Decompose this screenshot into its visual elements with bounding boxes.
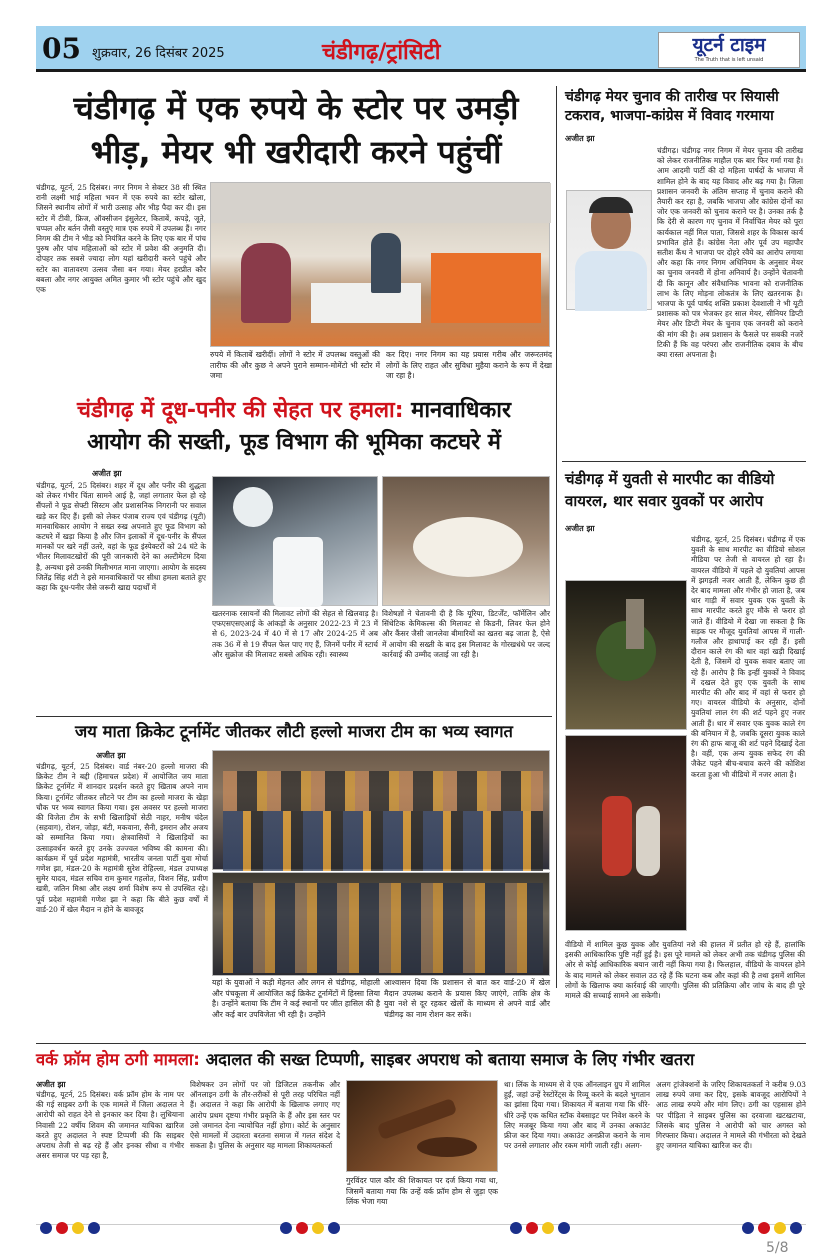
issue-date: शुक्रवार, 26 दिसंबर 2025 (92, 46, 225, 61)
story6-column3: था। लिंक के माध्यम से वे एक ऑनलाइन ग्रुप में शामिल हुईं, जहां उन्हें रेस्टोरेंट्स के रिव्यू करने के बदले भुगतान का झांसा दिया गया। शिकायत में बताया गया कि धीरे-धीरे उन्हें एक कथित स्टॉक वेबसाइट पर निवेश करने के लिए मजबूर किया गया और बाद में उनका अकाउंट फ्रीज कर दिया गया। अकाउंट अनफ्रीज कराने के नाम पर उनसे लगातार और रकम मांगी जाती रही। अलग- (504, 1080, 650, 1151)
section-title: चंडीगढ़/ट्रांसिटी (322, 40, 441, 65)
footer-dots-3 (510, 1219, 574, 1238)
story5-body-text: चंडीगढ़, यूटर्न, 25 दिसंबर। चंडीगढ़ में एक युवती के साथ मारपीट का वीडियो सोशल मीडिया पर तेजी से वायरल हो रहा है। वायरल वीडियो में पहले दो युवतियां आपस में झगड़ती नजर आती हैं, लेकिन कुछ ही देर बाद मामला और गंभीर हो जाता है, जब थार गाड़ी में सवार युवक एक युवती के साथ मारपीट करते हुए मौके से फरार हो जाते हैं। वीडियो में देखा जा सकता है कि सड़क पर मौजूद युवतियां आपस में गाली-गलौज और हाथापाई कर रही हैं। इसी दौरान काले रंग की थार वहां खड़ी दिखाई देती है, जिसमें दो युवक सवार बताए जा रहे हैं। आरोप है कि इन्हीं युवकों ने विवाद में दखल देते हुए एक युवती के साथ मारपीट की और बाद में वहां से फरार हो गए। वायरल वीडियो के अनुसार, दोनों युवतियां लाल रंग की शर्ट पहने हुए नजर आती हैं। थार में सवार एक युवक काले रंग की बनियान में है, जबकि दूसरा युवक काले रंग की हाफ बाजू की शर्ट पहने दिखाई देता है। वहीं, एक अन्य युवक सफेद रंग की जैकेट पहने बीच-बचाव करने की कोशिश करता हुआ भी वीडियो में नजर आता है। (691, 535, 805, 779)
story6-headline (36, 1048, 806, 1072)
story3-byline: अजीत झा (565, 134, 595, 143)
newspaper-logo (658, 32, 800, 68)
footer-rule (36, 1224, 806, 1225)
page-indicator[interactable]: 5/8 (766, 1240, 789, 1256)
story5-byline: अजीत झा (565, 524, 595, 533)
story6-caption: गुरविंदर पाल कौर की शिकायत पर दर्ज किया गया था, जिसमें बताया गया कि उन्हें वर्क फ्रॉम होम से जुड़ा एक लिंक भेजा गया (346, 1176, 498, 1206)
story2-headline (36, 395, 552, 459)
story1-headline: चंडीगढ़ में एक रुपये के स्टोर पर उमड़ी भीड़, मेयर भी खरीदारी करने पहुंचीं (73, 89, 519, 171)
story2-body: चंडीगढ़, यूटर्न, 25 दिसंबर। शहर में दूध और पनीर की शुद्धता को लेकर गंभीर चिंता सामने आई है, जहां लगातार फेल हो रहे सैंपलों ने फूड सेफ्टी सिस्टम और प्रशासनिक निगरानी पर सवाल खड़े कर दिए हैं। इसी को लेकर पंजाब राज्य एवं चंडीगढ़ (यूटी) मानवाधिकार आयोग ने सख्त रुख अपनाते हुए फूड विभाग को कटघरे में खड़ा किया है और जिन इलाकों में दूध-पनीर के सैंपल मानकों पर खरे नहीं उतरे, वहां के फूड इंस्पेक्टरों को 24 घंटे के भीतर मिलावटखोरों की पूरी जानकारी देने का अल्टीमेटम दिया है, अन्यथा इसे उनकी मिलीभगत माना जाएगा। आयोग के सदस्य जितेंद्र सिंह शंटी ने इसे मानवाधिकारों पर सीधा हमला बताते हुए कहा कि दूध-पनीर जैसे जरूरी खाद्य पदार्थों में (36, 481, 206, 593)
story2-headline-black1: मानवाधिकार (411, 398, 511, 423)
story4-byline: अजीत झा (96, 751, 126, 760)
footer-dots-1 (40, 1219, 104, 1238)
logo-text: यूटर्न टाइम (692, 34, 766, 56)
story1-body: चंडीगढ़, यूटर्न, 25 दिसंबर। नगर निगम ने सेक्टर 38 सी स्थित रानी लक्ष्मी भाई महिला भवन में एक रुपये का स्टोर खोला, जिसने स्थानीय लोगों में भारी उत्साह और भीड़ पैदा कर दी। इस स्टोर में टीवी, फ्रिज, ऑक्सीजन इंसुलेटर, किताबें, कपड़े, जूते, चप्पल और बर्तन जैसी वस्तुएं मात्र एक रुपये में उपलब्ध हैं। नगर निगम की टीम ने भीड़ को नियंत्रित करने के लिए एक बार में पांच पुरुष और पांच महिलाओं को स्टोर में प्रवेश की अनुमति दी। दोपहर तक सबसे ज्यादा लोग यहां खरीदारी करने पहुंचे और स्टोर का वातावरण उत्सव जैसा बन गया। मेयर हरप्रीत कौर बबला और नगर आयुक्त अमित कुमार भी स्टोर पहुंचे और खुद एक (36, 183, 206, 295)
page-number: 05 (42, 32, 81, 65)
footer-dots-2 (280, 1219, 344, 1238)
team-photo-2 (212, 872, 550, 976)
story6-column2: विशेषकर उन लोगों पर जो डिजिटल तकनीक और ऑनलाइन ठगी के तौर-तरीकों से पूरी तरह परिचित नहीं हैं। अदालत ने कहा कि आरोपी के खिलाफ लगाए गए आरोप प्रथम दृष्टया गंभीर प्रकृति के हैं और इस स्तर पर उसे जमानत देना न्यायोचित नहीं होगा। कोर्ट के अनुसार ऐसे मामलों में उदारता बरतना समाज में गलत संदेश दे सकता है। पुलिस के अनुसार यह मामला शिकायतकर्ता (190, 1080, 340, 1151)
story3-divider (562, 461, 806, 462)
story4-body: चंडीगढ़, यूटर्न, 25 दिसंबर। वार्ड नंबर-20 हल्लो माजरा की क्रिकेट टीम ने बद्दी (हिमाचल प्रदेश) में आयोजित जय माता क्रिकेट टूर्नामेंट में शानदार प्रदर्शन करते हुए खिताब अपने नाम किया। टूर्नामेंट जीतकर लौटने पर टीम का हल्लो माजरा के खेड़ा चौक पर भव्य स्वागत किया गया। इस अवसर पर हल्लो माजरा की विजेता टीम के सभी खिलाड़ियों सेठी नाहर, मनीष चंदेल (सहवाग), रोशन, जोड़ा, बंटी, मकवाना, सैनी, इमरान और अजय को सम्मानित किया गया। क्षेत्रवासियों ने खिलाड़ियों का उत्साहवर्धन करते हुए उनके उज्ज्वल भविष्य की कामना की। कार्यक्रम में पूर्व प्रदेश महामंत्री, भारतीय जनता पार्टी युवा मोर्चा गणेश झा, मंडल-20 के महामंत्री सुरेश रोहिल्ला, मंडल उपाध्यक्ष सुमेर यादव, मंडल सचिव राम कुमार गहलोत, विशन सिंह, प्रवीण खत्री, जतिन मिश्रा और लक्ष्य शर्मा विशेष रूप से उपस्थित रहे। पूर्व प्रदेश महामंत्री गणेश झा ने कहा कि बीते कुछ वर्षों में वार्ड-20 में खेल मैदान न होने के बावजूद (36, 762, 208, 914)
story6-column4: अलग ट्रांजेक्शनों के जरिए शिकायतकर्ता ने करीब 9.03 लाख रुपये जमा कर दिए, इसके बावजूद आरोपियों ने आठ लाख रुपये और मांग लिए। ठगी का एहसास होने पर पीड़िता ने साइबर पुलिस का दरवाजा खटखटाया, जिसके बाद पुलिस ने आरोपी को चार अगस्त को गिरफ्तार किया। अदालत ने मामले की गंभीरता को देखते हुए जमानत याचिका खारिज कर दी। (656, 1080, 806, 1151)
team-photo-1 (212, 750, 550, 870)
story4-caption-right: आश्वासन दिया कि प्रशासन से बात कर वार्ड-20 में खेल मैदान उपलब्ध कराने के प्रयास किए जाएंगे, ताकि क्षेत्र के युवा नशे से दूर रहकर खेलों के माध्यम से अपने वार्ड और चंडीगढ़ का नाम रोशन कर सकें। (384, 978, 550, 1019)
paneer-photo (382, 476, 550, 606)
story1-caption-left: रुपये में किताबें खरीदीं। लोगों ने स्टोर में उपलब्ध वस्तुओं की तारीफ की और कुछ ने अपने पुराने सम्मान-मोमेंटो भी स्टोर में जमा (210, 350, 380, 380)
column-divider (556, 86, 557, 988)
story2-headline-red: चंडीगढ़ में दूध-पनीर की सेहत पर हमला: (77, 398, 404, 423)
story4-top-rule (36, 716, 552, 717)
story2-column3: विशेषज्ञों ने चेतावनी दी है कि यूरिया, डिटर्जेंट, फॉर्मेलिन और सिंथेटिक केमिकल्स की मिलावट से किडनी, लिवर फेल होने और कैंसर जैसी जानलेवा बीमारियों का खतरा बढ़ जाता है, ऐसे में आयोग की सख्ती के बाद इस मिलावट के गोरखधंधे पर जल्द कार्रवाई की उम्मीद जताई जा रही है। (382, 609, 550, 659)
story6-column1: चंडीगढ़, यूटर्न, 25 दिसंबर। वर्क फ्रॉम होम के नाम पर की गई साइबर ठगी के एक मामले में जिला अदालत ने आरोपी को राहत देने से इनकार कर दिया है। लुधियाना निवासी 22 वर्षीय शिवम की जमानत याचिका खारिज करते हुए अदालत ने स्पष्ट टिप्पणी की कि साइबर अपराध तेजी से बढ़ रहे हैं और इनका सीधा व गंभीर असर समाज पर पड़ रहा है, (36, 1090, 184, 1161)
viral-video-still-1 (565, 580, 687, 730)
story6-byline: अजीत झा (36, 1080, 66, 1089)
story2-headline-black2: आयोग की सख्ती, फूड विभाग की भूमिका कटघरे में (87, 430, 501, 455)
story4-headline: जय माता क्रिकेट टूर्नामेंट जीतकर लौटी हल्लो माजरा टीम का भव्य स्वागत (75, 722, 513, 741)
store-photo (210, 182, 550, 347)
viral-video-still-2 (565, 735, 687, 931)
story3-body-text: चंडीगढ़। चंडीगढ़ नगर निगम में मेयर चुनाव की तारीख को लेकर राजनीतिक माहौल एक बार फिर गर्मा गया है। आम आदमी पार्टी की दो महिला पार्षदों के भाजपा में शामिल होने के बाद यह विवाद और बढ़ गया है। जिला प्रशासन जनवरी के अंतिम सप्ताह में चुनाव कराने की तैयारी कर रहा है, जबकि भाजपा और कांग्रेस दोनों का जोर एक जनवरी को चुनाव कराने पर है। उनका तर्क है कि देरी से कारण गए चुनाव में निर्वाचित मेयर को पूरा कार्यकाल नहीं मिल पाता, जिससे शहर के विकास कार्य प्रभावित होते हैं। कांग्रेस नेता और पूर्व उप महापौर सतीश कैंथ ने भाजपा पर दोहरे रवैये का आरोप लगाया और कहा कि नगर निगम अधिनियम के अनुसार मेयर का चुनाव जनवरी में होना अनिवार्य है। उन्होंने चेतावनी दी कि कानून और संवैधानिक भावना को राजनीतिक लाभ के लिए मोड़ना लोकतंत्र के लिए खतरनाक है। भाजपा के पूर्व पार्षद शक्ति प्रकाश देवशाली ने भी यूटी प्रशासक को पत्र भेजकर हर साल मेयर, सीनियर डिप्टी मेयर और डिप्टी मेयर के चुनाव एक जनवरी को कराने की मांग की है। अब प्रशासन के फैसले पर सबकी नजरें टिकी हैं कि वह परंपरा और राजनीतिक दबाव के बीच क्या रास्ता अपनाता है। (657, 146, 803, 360)
footer-dots-4 (742, 1219, 806, 1238)
story3-headline: चंडीगढ़ मेयर चुनाव की तारीख पर सियासी टकराव, भाजपा-कांग्रेस में विवाद गरमाया (565, 89, 779, 124)
story6-top-rule (36, 1043, 806, 1044)
story6-headline-red: वर्क फ्रॉम होम ठगी मामला: (36, 1050, 200, 1069)
milk-photo (212, 476, 378, 606)
story2-byline: अजीत झा (92, 469, 122, 478)
court-gavel-photo (346, 1080, 498, 1172)
story5-headline: चंडीगढ़ में युवती से मारपीट का वीडियो वायरल, थार सवार युवकों पर आरोप (565, 470, 775, 510)
story3-body (565, 146, 803, 456)
story4-caption-left: यहां के युवाओं ने कड़ी मेहनत और लगन से चंडीगढ़, मोहाली और पंचकूला में आयोजित कई क्रिकेट टूर्नामेंटों में हिस्सा लिया है। उन्होंने बताया कि टीम ने कई स्थानों पर जीत हासिल की है और कई बार उपविजेता भी रही है। उन्होंने (212, 978, 380, 1019)
story2-column2: खतरनाक रसायनों की मिलावट लोगों की सेहत से खिलवाड़ है। एफएसएसएआई के आंकड़ों के अनुसार 2022-23 में 23 में से 6, 2023-24 में 40 में से 17 और 2024-25 में अब तक 36 में से 19 सैंपल फेल पाए गए हैं, जिनमें पनीर में स्टार्च और सुक्रोज की मिलावट सबसे अधिक रही। स्वास्थ्य (212, 609, 378, 659)
logo-tagline: The Truth that is left unsaid (694, 57, 764, 63)
story1-caption-right: कर दिए। नगर निगम का यह प्रयास गरीब और जरूरतमंद लोगों के लिए राहत और सुविधा मुहैया कराने के रूप में देखा जा रहा है। (386, 350, 552, 380)
story5-body-continued: वीडियो में शामिल कुछ युवक और युवतियां नशे की हालत में प्रतीत हो रहे हैं, हालांकि इसकी आधिकारिक पुष्टि नहीं हुई है। इस पूरे मामले को लेकर अभी तक चंडीगढ़ पुलिस की ओर से कोई आधिकारिक बयान जारी नहीं किया गया है। फिलहाल, वीडियो के वायरल होने के बाद मामले को लेकर सवाल उठ रहे हैं कि घटना कब और कहां की है तथा इसमें शामिल लोगों के खिलाफ क्या कार्रवाई की जाएगी। पुलिस की प्रतिक्रिया और जांच के बाद ही पूरे मामले की सच्चाई सामने आ सकेगी। (565, 940, 805, 1001)
story6-headline-black: अदालत की सख्त टिप्पणी, साइबर अपराध को बताया समाज के लिए गंभीर खतरा (205, 1050, 695, 1069)
